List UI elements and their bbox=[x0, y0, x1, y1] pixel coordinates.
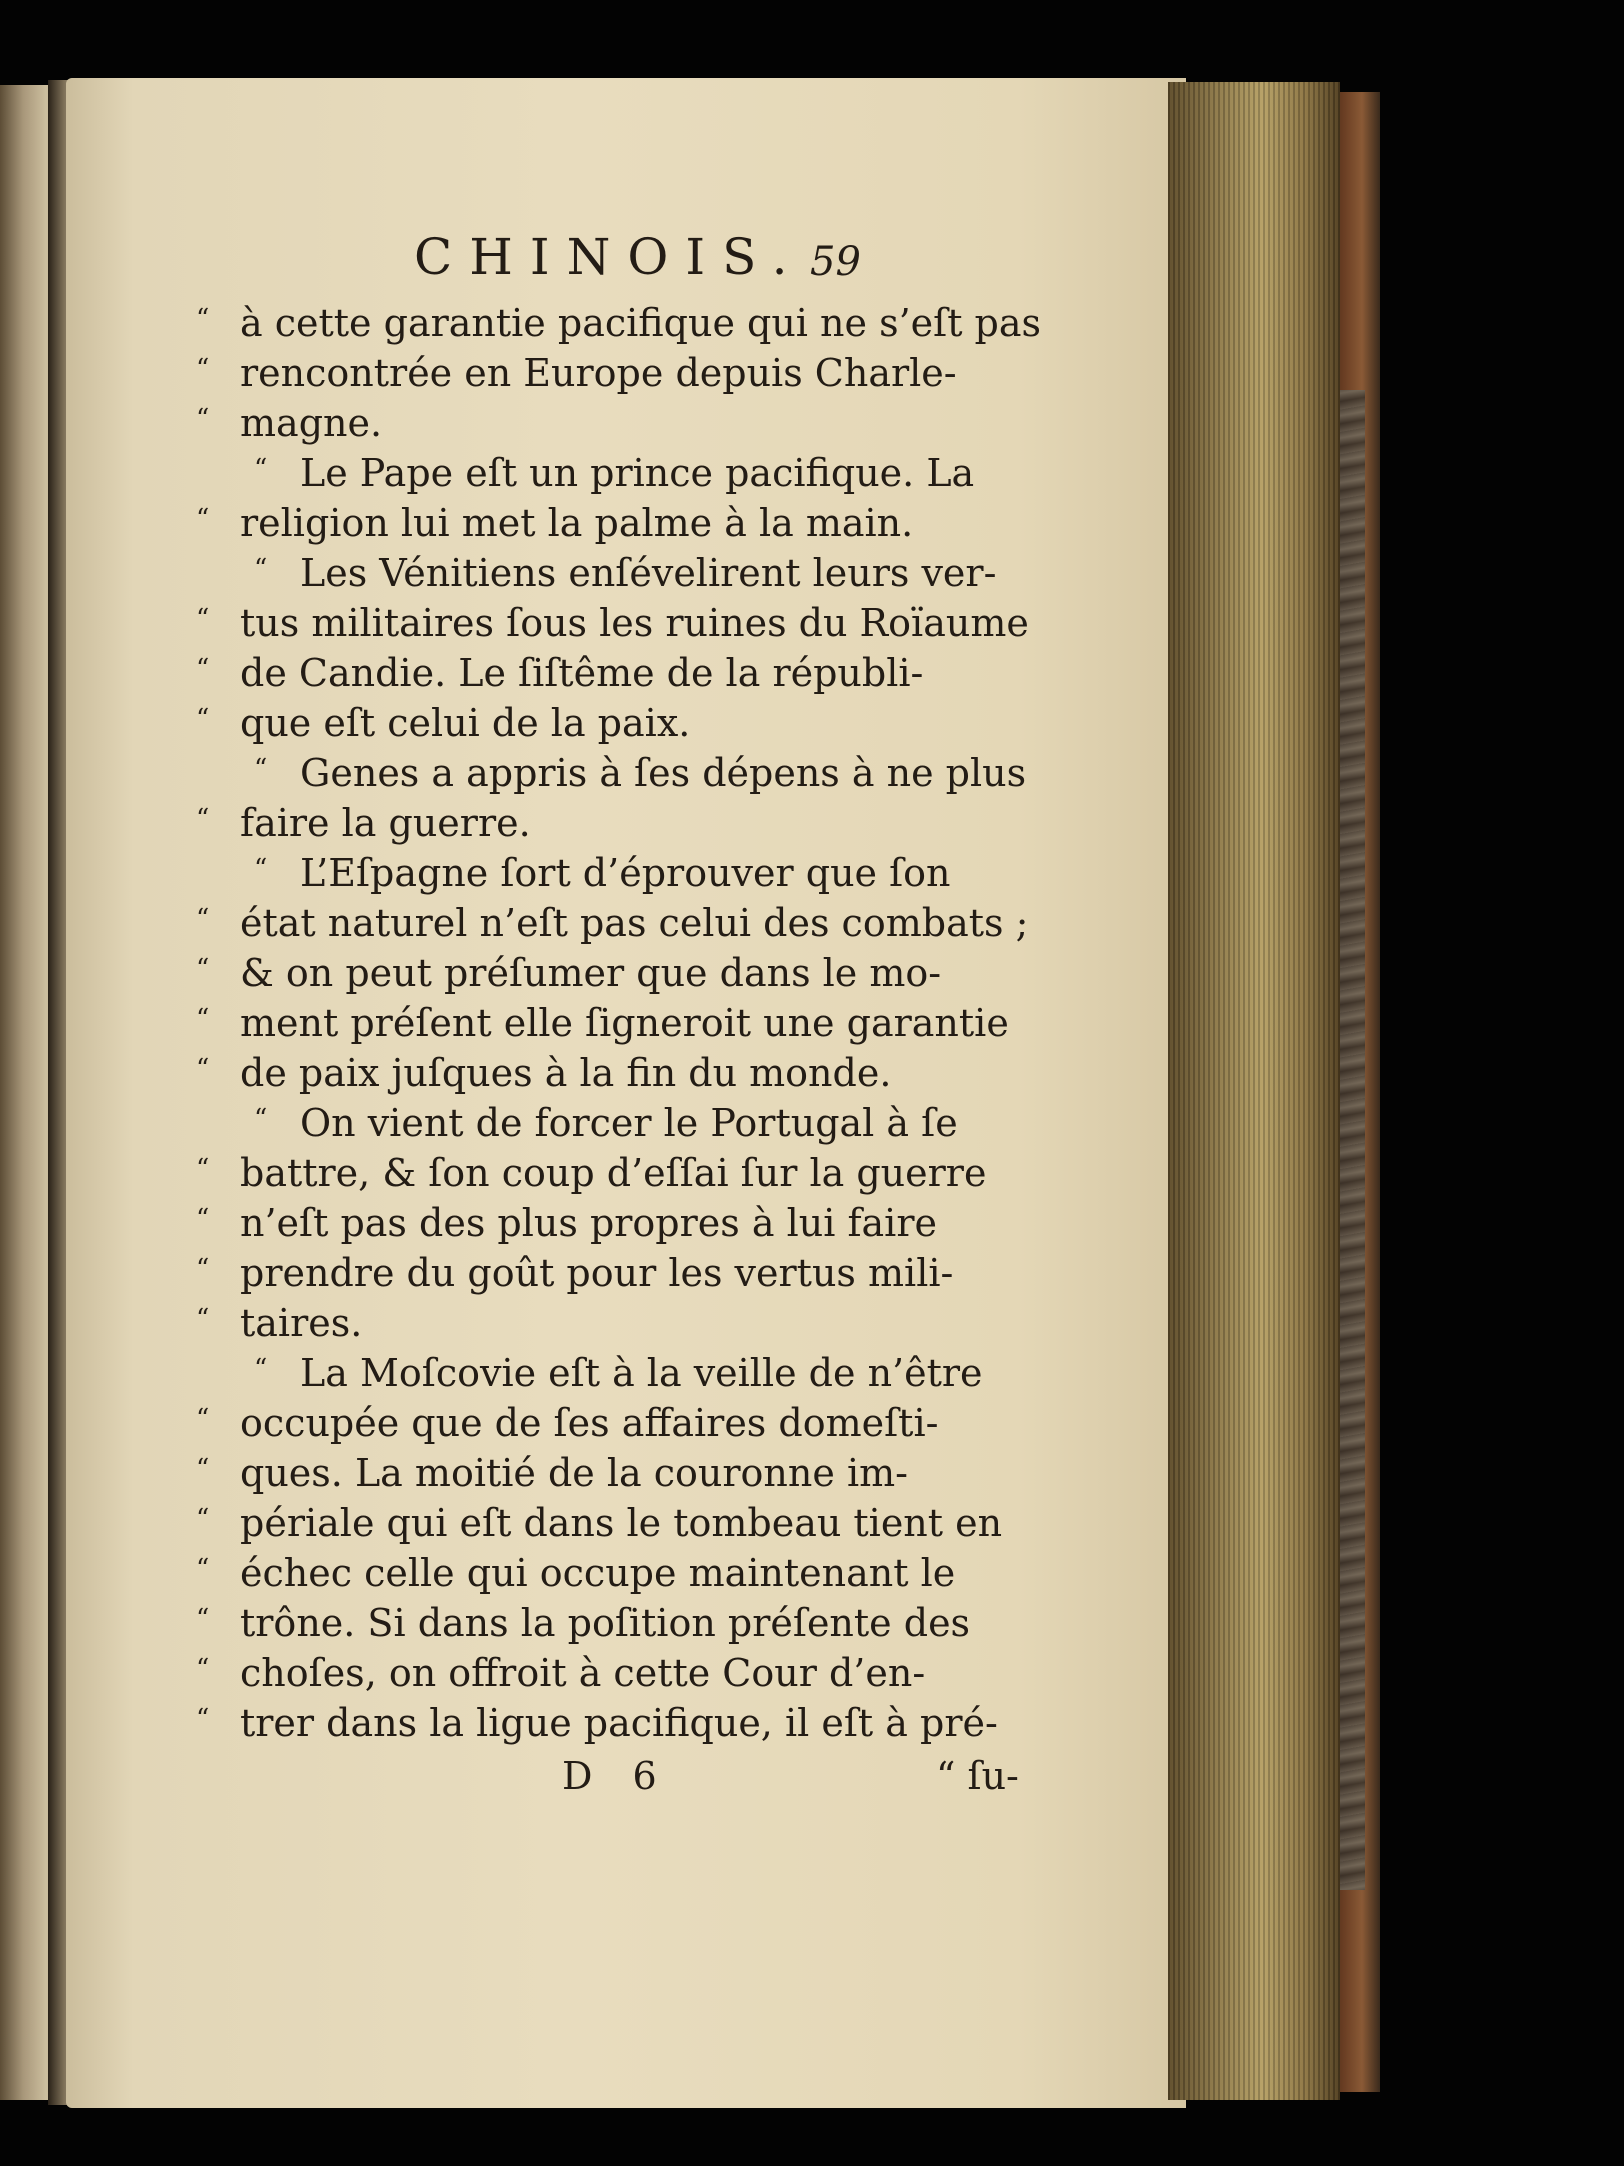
quote-mark: “ bbox=[196, 804, 210, 834]
text-line bbox=[196, 548, 1046, 598]
line-text: n’eſt pas des plus propres à lui faire bbox=[240, 1201, 937, 1245]
text-line bbox=[196, 498, 1046, 548]
line-text: tus militaires ſous les ruines du Roïaume bbox=[240, 601, 1029, 645]
line-text: battre, & ſon coup d’eſſai ſur la guerre bbox=[240, 1151, 987, 1195]
quote-mark: “ bbox=[196, 954, 210, 984]
line-text: Genes a appris à ſes dépens à ne plus bbox=[300, 751, 1027, 795]
line-text: ques. La moitié de la couronne im- bbox=[240, 1451, 908, 1495]
text-line bbox=[196, 898, 1046, 948]
line-text: magne. bbox=[240, 401, 383, 445]
quote-mark: “ bbox=[254, 854, 268, 884]
text-line bbox=[196, 598, 1046, 648]
line-text: que eſt celui de la paix. bbox=[240, 701, 691, 745]
line-text: de paix juſques à la fin du monde. bbox=[240, 1051, 892, 1095]
text-block bbox=[196, 226, 1046, 1804]
quote-mark: “ bbox=[254, 454, 268, 484]
line-text: taires. bbox=[240, 1301, 363, 1345]
quote-mark: “ bbox=[196, 304, 210, 334]
text-line bbox=[196, 448, 1046, 498]
line-text: choſes, on offroit à cette Cour d’en- bbox=[240, 1651, 926, 1695]
text-line bbox=[196, 1398, 1046, 1448]
text-line bbox=[196, 1598, 1046, 1648]
quote-mark: “ bbox=[196, 1454, 210, 1484]
quote-mark: “ bbox=[196, 604, 210, 634]
line-text: échec celle qui occupe maintenant le bbox=[240, 1551, 956, 1595]
text-line bbox=[196, 348, 1046, 398]
quote-mark: “ bbox=[196, 1054, 210, 1084]
line-text: religion lui met la palme à la main. bbox=[240, 501, 914, 545]
line-text: La Moſcovie eſt à la veille de n’être bbox=[300, 1351, 983, 1395]
quote-mark: “ bbox=[254, 554, 268, 584]
quote-mark: “ bbox=[196, 1404, 210, 1434]
text-line bbox=[196, 1048, 1046, 1098]
text-line bbox=[196, 1498, 1046, 1548]
text-line bbox=[196, 1198, 1046, 1248]
quote-mark: “ bbox=[196, 654, 210, 684]
text-lines bbox=[196, 298, 1046, 1748]
gilt-fore-edge bbox=[1168, 82, 1340, 2100]
quote-mark: “ bbox=[254, 1354, 268, 1384]
text-line bbox=[196, 1298, 1046, 1348]
line-text: L’Eſpagne ſort d’éprouver que ſon bbox=[300, 851, 951, 895]
text-line bbox=[196, 1348, 1046, 1398]
text-line bbox=[196, 848, 1046, 898]
quote-mark: “ bbox=[196, 704, 210, 734]
line-text: On vient de forcer le Portugal à ſe bbox=[300, 1101, 958, 1145]
running-title: CHINOIS. bbox=[414, 228, 805, 286]
text-line bbox=[196, 998, 1046, 1048]
quote-mark: “ bbox=[196, 1504, 210, 1534]
text-line bbox=[196, 1248, 1046, 1298]
quote-mark: “ bbox=[196, 1304, 210, 1334]
line-text: état naturel n’eſt pas celui des combats ; bbox=[240, 901, 1029, 945]
line-text: périale qui eſt dans le tombeau tient en bbox=[240, 1501, 1003, 1545]
quote-mark: “ bbox=[196, 1204, 210, 1234]
line-text: rencontrée en Europe depuis Charle- bbox=[240, 351, 957, 395]
page-number: 59 bbox=[810, 239, 861, 285]
quote-mark: “ bbox=[196, 904, 210, 934]
quote-mark: “ bbox=[196, 1654, 210, 1684]
line-text: trône. Si dans la poſition préſente des bbox=[240, 1601, 971, 1645]
text-line bbox=[196, 798, 1046, 848]
quote-mark: “ bbox=[196, 1604, 210, 1634]
catchword: “ ſu- bbox=[936, 1754, 1019, 1798]
line-text: & on peut préſumer que dans le mo- bbox=[240, 951, 942, 995]
line-text: prendre du goût pour les vertus mili- bbox=[240, 1251, 954, 1295]
text-line bbox=[196, 648, 1046, 698]
text-line bbox=[196, 948, 1046, 998]
text-line bbox=[196, 1448, 1046, 1498]
line-text: de Candie. Le ſiſtême de la républi- bbox=[240, 651, 924, 695]
line-text: faire la guerre. bbox=[240, 801, 531, 845]
quote-mark: “ bbox=[196, 1704, 210, 1734]
text-line bbox=[196, 398, 1046, 448]
line-text: à cette garantie pacifique qui ne s’eſt pas bbox=[240, 301, 1042, 345]
page-footer bbox=[196, 1748, 1046, 1804]
quote-mark: “ bbox=[196, 404, 210, 434]
text-line bbox=[196, 1648, 1046, 1698]
text-line bbox=[196, 748, 1046, 798]
running-head bbox=[196, 226, 1046, 298]
quote-mark: “ bbox=[196, 354, 210, 384]
line-text: Les Vénitiens enſévelirent leurs ver- bbox=[300, 551, 997, 595]
text-line bbox=[196, 1098, 1046, 1148]
quote-mark: “ bbox=[254, 754, 268, 784]
signature-mark: D 6 bbox=[562, 1754, 671, 1798]
quote-mark: “ bbox=[196, 1154, 210, 1184]
text-line bbox=[196, 298, 1046, 348]
line-text: ment préſent elle ſigneroit une garantie bbox=[240, 1001, 1009, 1045]
text-line bbox=[196, 1548, 1046, 1598]
line-text: Le Pape eſt un prince pacifique. La bbox=[300, 451, 975, 495]
quote-mark: “ bbox=[196, 1004, 210, 1034]
quote-mark: “ bbox=[254, 1104, 268, 1134]
quote-mark: “ bbox=[196, 504, 210, 534]
text-line bbox=[196, 1698, 1046, 1748]
text-line bbox=[196, 1148, 1046, 1198]
quote-mark: “ bbox=[196, 1554, 210, 1584]
text-line bbox=[196, 698, 1046, 748]
line-text: occupée que de ſes affaires domeſti- bbox=[240, 1401, 939, 1445]
line-text: trer dans la ligue pacifique, il eſt à pré- bbox=[240, 1701, 998, 1745]
quote-mark: “ bbox=[196, 1254, 210, 1284]
